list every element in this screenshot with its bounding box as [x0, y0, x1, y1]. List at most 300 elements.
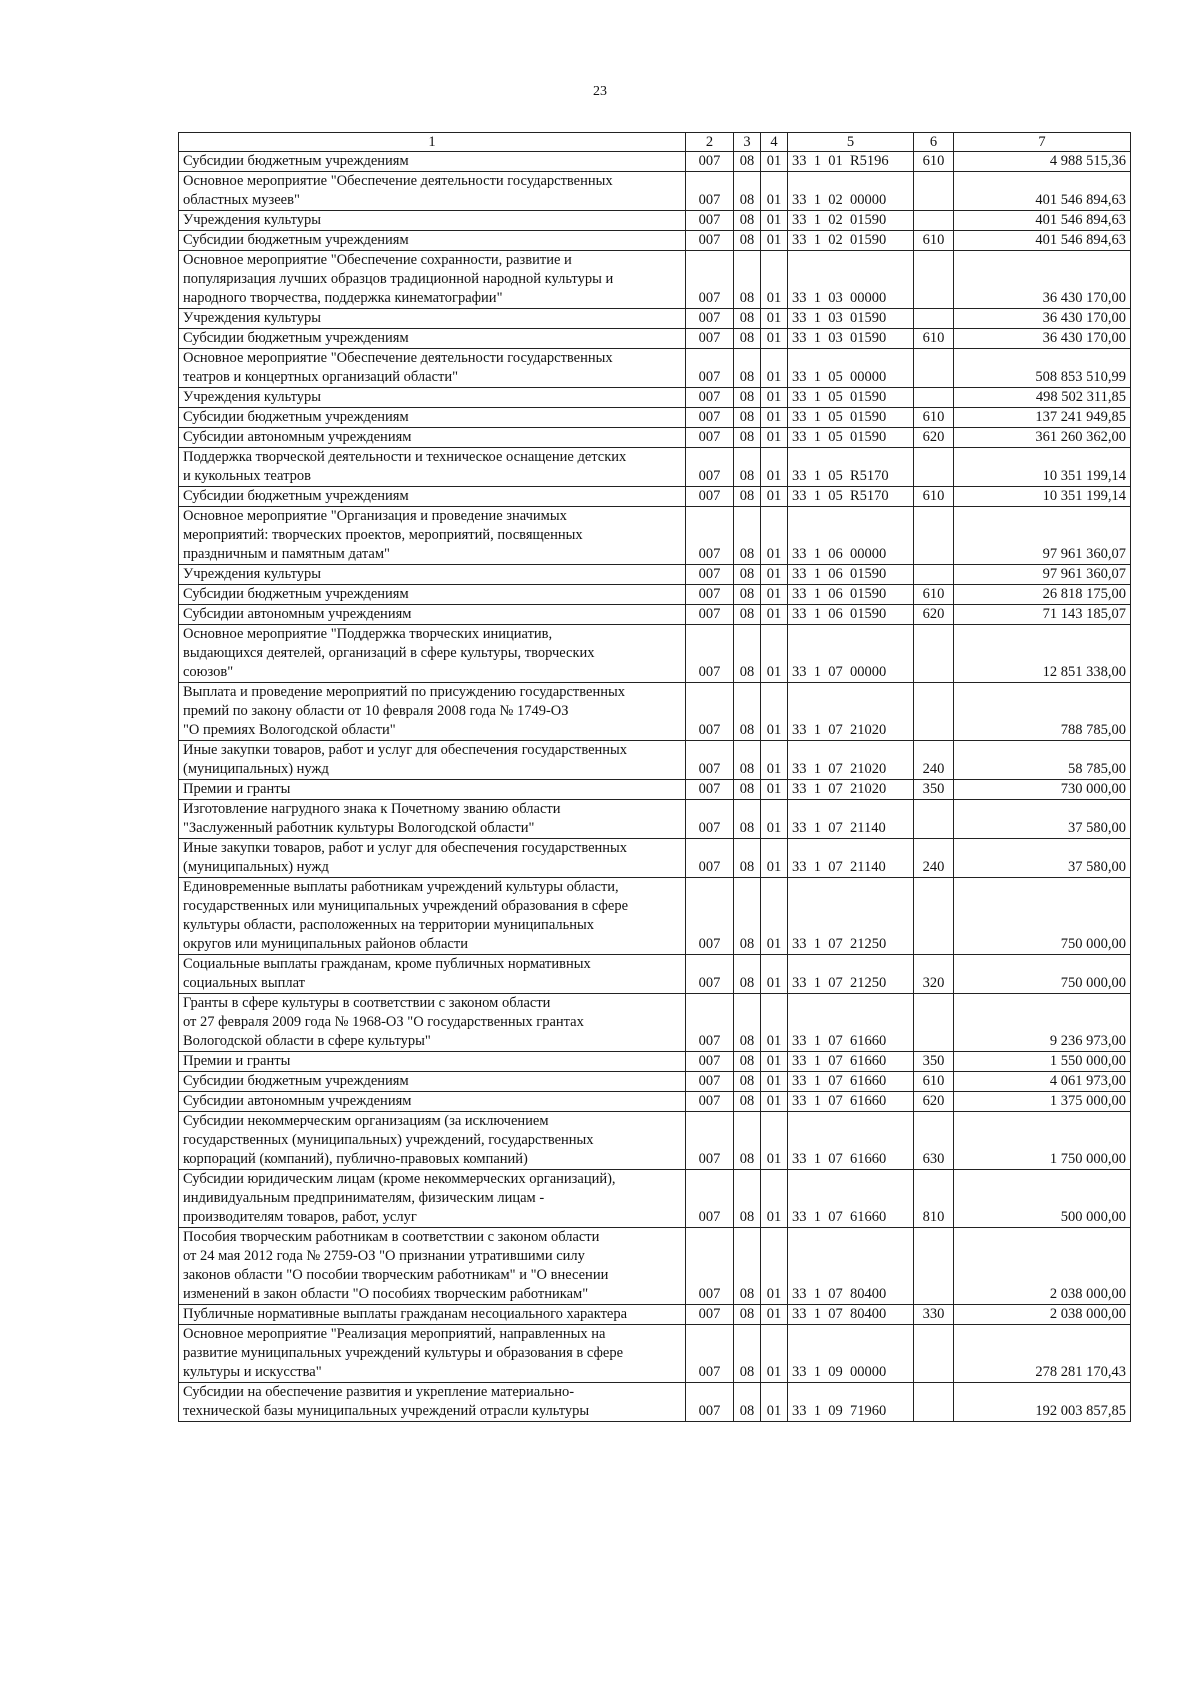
row-csr: 33 1 07 21140 — [788, 800, 914, 839]
row-pr: 01 — [761, 800, 788, 839]
row-name-line: развитие муниципальных учреждений культуры и образования в сфере — [183, 1345, 624, 1361]
table-row — [179, 448, 1131, 487]
row-gr: 007 — [686, 565, 734, 585]
row-name-line: (муниципальных) нужд — [183, 761, 329, 777]
row-pr: 01 — [761, 231, 788, 251]
row-name-line: Субсидии на обеспечение развития и укрепление материально- — [183, 1384, 575, 1400]
row-name-line: "О премиях Вологодской области" — [183, 722, 396, 738]
row-pr: 01 — [761, 1325, 788, 1383]
table-row — [179, 955, 1131, 994]
row-name — [179, 1228, 686, 1305]
row-name-line: Субсидии бюджетным учреждениям — [183, 586, 409, 602]
row-csr: 33 1 05 01590 — [788, 388, 914, 408]
row-pr: 01 — [761, 585, 788, 605]
row-csr: 33 1 02 00000 — [788, 172, 914, 211]
table-row — [179, 565, 1131, 585]
row-sum: 4 988 515,36 — [954, 152, 1131, 172]
row-name-line: театров и концертных организаций области" — [183, 369, 459, 385]
row-name-line: Субсидии бюджетным учреждениям — [183, 232, 409, 248]
row-name-line: Основное мероприятие "Организация и проведение значимых — [183, 508, 567, 524]
row-name-line: Выплата и проведение мероприятий по присуждению государственных — [183, 684, 625, 700]
row-csr: 33 1 05 01590 — [788, 408, 914, 428]
row-sum: 137 241 949,85 — [954, 408, 1131, 428]
row-vr: 610 — [914, 408, 954, 428]
row-sum: 97 961 360,07 — [954, 565, 1131, 585]
row-gr: 007 — [686, 448, 734, 487]
row-pr: 01 — [761, 329, 788, 349]
row-name — [179, 955, 686, 994]
header-col-2: 2 — [686, 133, 734, 152]
row-vr — [914, 172, 954, 211]
row-name-line: (муниципальных) нужд — [183, 859, 329, 875]
row-name — [179, 1092, 686, 1112]
table-row — [179, 507, 1131, 565]
row-sum: 26 818 175,00 — [954, 585, 1131, 605]
header-col-4: 4 — [761, 133, 788, 152]
row-gr: 007 — [686, 1228, 734, 1305]
row-rz: 08 — [734, 1383, 761, 1422]
table-row — [179, 683, 1131, 741]
table-row — [179, 487, 1131, 507]
row-vr: 240 — [914, 839, 954, 878]
row-pr: 01 — [761, 1072, 788, 1092]
row-name-line: выдающихся деятелей, организаций в сфере культуры, творческих — [183, 645, 595, 661]
row-gr: 007 — [686, 1072, 734, 1092]
row-name-line: Учреждения культуры — [183, 566, 322, 582]
row-pr: 01 — [761, 152, 788, 172]
row-name-line: Субсидии бюджетным учреждениям — [183, 409, 409, 425]
row-vr — [914, 683, 954, 741]
row-vr — [914, 388, 954, 408]
row-csr: 33 1 06 01590 — [788, 565, 914, 585]
row-sum: 37 580,00 — [954, 800, 1131, 839]
row-pr: 01 — [761, 1092, 788, 1112]
row-name-line: государственных (муниципальных) учреждений, государственных — [183, 1132, 594, 1148]
row-pr: 01 — [761, 507, 788, 565]
row-gr: 007 — [686, 487, 734, 507]
row-name — [179, 349, 686, 388]
row-vr: 330 — [914, 1305, 954, 1325]
row-name — [179, 408, 686, 428]
row-vr: 350 — [914, 780, 954, 800]
row-sum: 500 000,00 — [954, 1170, 1131, 1228]
row-vr: 810 — [914, 1170, 954, 1228]
row-rz: 08 — [734, 428, 761, 448]
header-col-3: 3 — [734, 133, 761, 152]
table-row — [179, 1072, 1131, 1092]
row-vr: 620 — [914, 428, 954, 448]
row-rz: 08 — [734, 231, 761, 251]
row-csr: 33 1 05 00000 — [788, 349, 914, 388]
row-gr: 007 — [686, 172, 734, 211]
row-name — [179, 152, 686, 172]
row-vr: 620 — [914, 605, 954, 625]
row-pr: 01 — [761, 683, 788, 741]
row-name-line: и кукольных театров — [183, 468, 311, 484]
row-csr: 33 1 02 01590 — [788, 211, 914, 231]
header-row — [179, 133, 1131, 152]
row-csr: 33 1 07 61660 — [788, 994, 914, 1052]
row-name-line: мероприятий: творческих проектов, мероприятий, посвященных — [183, 527, 583, 543]
table-row — [179, 1305, 1131, 1325]
row-pr: 01 — [761, 839, 788, 878]
row-rz: 08 — [734, 1112, 761, 1170]
row-sum: 97 961 360,07 — [954, 507, 1131, 565]
row-csr: 33 1 09 71960 — [788, 1383, 914, 1422]
row-pr: 01 — [761, 605, 788, 625]
row-rz: 08 — [734, 1052, 761, 1072]
row-pr: 01 — [761, 428, 788, 448]
row-name-line: социальных выплат — [183, 975, 305, 991]
table-row — [179, 349, 1131, 388]
row-rz: 08 — [734, 683, 761, 741]
row-pr: 01 — [761, 448, 788, 487]
row-sum: 1 375 000,00 — [954, 1092, 1131, 1112]
row-csr: 33 1 07 21250 — [788, 878, 914, 955]
row-name-line: Учреждения культуры — [183, 310, 322, 326]
row-vr — [914, 1325, 954, 1383]
row-sum: 401 546 894,63 — [954, 231, 1131, 251]
row-name-line: популяризация лучших образцов традиционной народной культуры и — [183, 271, 614, 287]
row-vr: 610 — [914, 231, 954, 251]
table-row — [179, 251, 1131, 309]
row-name-line: Субсидии юридическим лицам (кроме некоммерческих организаций), — [183, 1171, 616, 1187]
row-gr: 007 — [686, 408, 734, 428]
row-rz: 08 — [734, 1228, 761, 1305]
row-sum: 730 000,00 — [954, 780, 1131, 800]
row-name — [179, 1305, 686, 1325]
row-name-line: союзов" — [183, 664, 234, 680]
page-number: 23 — [593, 84, 607, 99]
row-pr: 01 — [761, 172, 788, 211]
row-gr: 007 — [686, 1112, 734, 1170]
row-sum: 71 143 185,07 — [954, 605, 1131, 625]
row-name-line: Изготовление нагрудного знака к Почетному званию области — [183, 801, 561, 817]
row-name-line: народного творчества, поддержка кинематографии" — [183, 290, 503, 306]
row-vr: 620 — [914, 1092, 954, 1112]
row-pr: 01 — [761, 388, 788, 408]
row-sum: 9 236 973,00 — [954, 994, 1131, 1052]
row-gr: 007 — [686, 1305, 734, 1325]
row-pr: 01 — [761, 780, 788, 800]
row-sum: 10 351 199,14 — [954, 448, 1131, 487]
row-sum: 12 851 338,00 — [954, 625, 1131, 683]
row-rz: 08 — [734, 625, 761, 683]
row-gr: 007 — [686, 955, 734, 994]
row-sum: 192 003 857,85 — [954, 1383, 1131, 1422]
row-name — [179, 1112, 686, 1170]
table-row — [179, 1325, 1131, 1383]
table-row — [179, 878, 1131, 955]
row-csr: 33 1 07 21020 — [788, 683, 914, 741]
row-gr: 007 — [686, 309, 734, 329]
table-row — [179, 994, 1131, 1052]
row-name — [179, 487, 686, 507]
row-rz: 08 — [734, 1092, 761, 1112]
row-gr: 007 — [686, 329, 734, 349]
row-name — [179, 625, 686, 683]
row-name — [179, 448, 686, 487]
row-name-line: Учреждения культуры — [183, 389, 322, 405]
table-row — [179, 1228, 1131, 1305]
row-name-line: Субсидии бюджетным учреждениям — [183, 153, 409, 169]
row-vr — [914, 1383, 954, 1422]
table-row — [179, 172, 1131, 211]
row-csr: 33 1 02 01590 — [788, 231, 914, 251]
row-name-line: Премии и гранты — [183, 781, 291, 797]
row-rz: 08 — [734, 349, 761, 388]
row-sum: 1 750 000,00 — [954, 1112, 1131, 1170]
row-sum: 10 351 199,14 — [954, 487, 1131, 507]
row-gr: 007 — [686, 349, 734, 388]
row-csr: 33 1 07 21140 — [788, 839, 914, 878]
row-vr: 610 — [914, 152, 954, 172]
row-name-line: Субсидии автономным учреждениям — [183, 429, 412, 445]
row-gr: 007 — [686, 152, 734, 172]
row-csr: 33 1 07 61660 — [788, 1092, 914, 1112]
row-vr — [914, 994, 954, 1052]
row-sum: 37 580,00 — [954, 839, 1131, 878]
row-name-line: Единовременные выплаты работникам учреждений культуры области, — [183, 879, 619, 895]
row-csr: 33 1 05 R5170 — [788, 487, 914, 507]
row-pr: 01 — [761, 1305, 788, 1325]
row-pr: 01 — [761, 487, 788, 507]
row-name-line: культуры области, расположенных на территории муниципальных — [183, 917, 594, 933]
row-rz: 08 — [734, 800, 761, 839]
row-name-line: культуры и искусства" — [183, 1364, 322, 1380]
table-row — [179, 329, 1131, 349]
row-rz: 08 — [734, 251, 761, 309]
row-name-line: Премии и гранты — [183, 1053, 291, 1069]
row-csr: 33 1 07 61660 — [788, 1170, 914, 1228]
row-name — [179, 231, 686, 251]
header-col-5: 5 — [788, 133, 914, 152]
table-row — [179, 1170, 1131, 1228]
row-csr: 33 1 06 00000 — [788, 507, 914, 565]
row-rz: 08 — [734, 605, 761, 625]
row-rz: 08 — [734, 955, 761, 994]
row-name — [179, 683, 686, 741]
row-rz: 08 — [734, 309, 761, 329]
row-vr — [914, 1228, 954, 1305]
row-csr: 33 1 07 00000 — [788, 625, 914, 683]
table-row — [179, 1112, 1131, 1170]
row-vr: 320 — [914, 955, 954, 994]
row-sum: 750 000,00 — [954, 878, 1131, 955]
row-pr: 01 — [761, 349, 788, 388]
row-csr: 33 1 05 R5170 — [788, 448, 914, 487]
row-csr: 33 1 07 80400 — [788, 1305, 914, 1325]
row-gr: 007 — [686, 741, 734, 780]
row-name-line: Социальные выплаты гражданам, кроме публичных нормативных — [183, 956, 591, 972]
row-pr: 01 — [761, 251, 788, 309]
row-gr: 007 — [686, 1383, 734, 1422]
row-vr — [914, 309, 954, 329]
row-sum: 36 430 170,00 — [954, 251, 1131, 309]
row-gr: 007 — [686, 251, 734, 309]
row-pr: 01 — [761, 1383, 788, 1422]
row-name — [179, 1170, 686, 1228]
row-name — [179, 309, 686, 329]
row-name — [179, 605, 686, 625]
row-name-line: технической базы муниципальных учреждений отрасли культуры — [183, 1403, 590, 1419]
row-csr: 33 1 07 61660 — [788, 1052, 914, 1072]
row-rz: 08 — [734, 878, 761, 955]
row-csr: 33 1 07 61660 — [788, 1072, 914, 1092]
row-name — [179, 994, 686, 1052]
row-pr: 01 — [761, 1112, 788, 1170]
row-name-line: от 24 мая 2012 года № 2759-ОЗ "О признании утратившими силу — [183, 1248, 585, 1264]
row-vr: 610 — [914, 585, 954, 605]
row-name — [179, 1383, 686, 1422]
row-name-line: корпораций (компаний), публично-правовых компаний) — [183, 1151, 528, 1167]
row-rz: 08 — [734, 994, 761, 1052]
row-name — [179, 565, 686, 585]
row-sum: 750 000,00 — [954, 955, 1131, 994]
row-vr: 610 — [914, 329, 954, 349]
row-name — [179, 585, 686, 605]
row-name-line: Субсидии автономным учреждениям — [183, 606, 412, 622]
row-name-line: производителям товаров, работ, услуг — [183, 1209, 417, 1225]
row-name — [179, 878, 686, 955]
row-csr: 33 1 06 01590 — [788, 585, 914, 605]
table-row — [179, 428, 1131, 448]
row-name-line: Вологодской области в сфере культуры" — [183, 1033, 431, 1049]
row-pr: 01 — [761, 309, 788, 329]
row-csr: 33 1 05 01590 — [788, 428, 914, 448]
row-name — [179, 211, 686, 231]
row-vr: 610 — [914, 1072, 954, 1092]
row-vr: 630 — [914, 1112, 954, 1170]
row-name-line: Основное мероприятие "Обеспечение сохранности, развитие и — [183, 252, 572, 268]
row-pr: 01 — [761, 625, 788, 683]
row-rz: 08 — [734, 329, 761, 349]
table-row — [179, 741, 1131, 780]
row-pr: 01 — [761, 211, 788, 231]
row-vr — [914, 878, 954, 955]
row-gr: 007 — [686, 388, 734, 408]
row-name — [179, 741, 686, 780]
table-row — [179, 625, 1131, 683]
row-gr: 007 — [686, 994, 734, 1052]
row-sum: 498 502 311,85 — [954, 388, 1131, 408]
row-sum: 4 061 973,00 — [954, 1072, 1131, 1092]
row-pr: 01 — [761, 878, 788, 955]
row-gr: 007 — [686, 211, 734, 231]
row-name-line: Публичные нормативные выплаты гражданам несоциального характера — [183, 1306, 628, 1322]
row-csr: 33 1 07 61660 — [788, 1112, 914, 1170]
row-gr: 007 — [686, 231, 734, 251]
row-name-line: Поддержка творческой деятельности и техническое оснащение детских — [183, 449, 627, 465]
row-rz: 08 — [734, 565, 761, 585]
row-vr — [914, 507, 954, 565]
row-sum: 788 785,00 — [954, 683, 1131, 741]
row-name-line: Гранты в сфере культуры в соответствии с законом области — [183, 995, 551, 1011]
row-name — [179, 1325, 686, 1383]
row-name-line: государственных или муниципальных учреждений образования в сфере — [183, 898, 629, 914]
row-rz: 08 — [734, 388, 761, 408]
table-row — [179, 1092, 1131, 1112]
row-sum: 278 281 170,43 — [954, 1325, 1131, 1383]
row-rz: 08 — [734, 585, 761, 605]
row-name-line: индивидуальным предпринимателям, физическим лицам - — [183, 1190, 545, 1206]
row-vr — [914, 349, 954, 388]
row-name-line: "Заслуженный работник культуры Вологодской области" — [183, 820, 535, 836]
row-csr: 33 1 07 80400 — [788, 1228, 914, 1305]
table-row — [179, 408, 1131, 428]
row-gr: 007 — [686, 878, 734, 955]
row-csr: 33 1 03 01590 — [788, 309, 914, 329]
row-gr: 007 — [686, 428, 734, 448]
table-row — [179, 231, 1131, 251]
row-name-line: от 27 февраля 2009 года № 1968-ОЗ "О государственных грантах — [183, 1014, 584, 1030]
row-name — [179, 388, 686, 408]
row-sum: 2 038 000,00 — [954, 1305, 1131, 1325]
row-name — [179, 780, 686, 800]
table-row — [179, 1383, 1131, 1422]
row-gr: 007 — [686, 839, 734, 878]
row-rz: 08 — [734, 1325, 761, 1383]
row-name — [179, 172, 686, 211]
row-name-line: Субсидии бюджетным учреждениям — [183, 488, 409, 504]
row-sum: 36 430 170,00 — [954, 309, 1131, 329]
row-sum: 508 853 510,99 — [954, 349, 1131, 388]
row-vr — [914, 251, 954, 309]
row-name-line: Субсидии бюджетным учреждениям — [183, 1073, 409, 1089]
row-sum: 58 785,00 — [954, 741, 1131, 780]
row-vr — [914, 800, 954, 839]
table-row — [179, 605, 1131, 625]
row-name-line: Основное мероприятие "Обеспечение деятельности государственных — [183, 173, 613, 189]
row-name — [179, 1072, 686, 1092]
budget-table — [178, 132, 1131, 1422]
table-body — [179, 152, 1131, 1422]
table-row — [179, 839, 1131, 878]
row-name — [179, 800, 686, 839]
row-vr — [914, 448, 954, 487]
row-vr — [914, 625, 954, 683]
row-csr: 33 1 07 21250 — [788, 955, 914, 994]
row-rz: 08 — [734, 780, 761, 800]
row-pr: 01 — [761, 1228, 788, 1305]
row-name-line: Субсидии автономным учреждениям — [183, 1093, 412, 1109]
row-gr: 007 — [686, 1052, 734, 1072]
row-sum: 361 260 362,00 — [954, 428, 1131, 448]
row-vr: 350 — [914, 1052, 954, 1072]
row-name-line: Иные закупки товаров, работ и услуг для обеспечения государственных — [183, 742, 628, 758]
row-name — [179, 428, 686, 448]
header-col-1: 1 — [179, 133, 686, 152]
row-name — [179, 1052, 686, 1072]
row-name — [179, 251, 686, 309]
row-rz: 08 — [734, 211, 761, 231]
row-vr: 610 — [914, 487, 954, 507]
row-name-line: Иные закупки товаров, работ и услуг для обеспечения государственных — [183, 840, 628, 856]
row-name-line: Субсидии некоммерческим организациям (за исключением — [183, 1113, 549, 1129]
row-gr: 007 — [686, 507, 734, 565]
row-rz: 08 — [734, 1170, 761, 1228]
table-row — [179, 585, 1131, 605]
row-gr: 007 — [686, 1092, 734, 1112]
table-row — [179, 800, 1131, 839]
row-vr: 240 — [914, 741, 954, 780]
row-gr: 007 — [686, 1170, 734, 1228]
row-rz: 08 — [734, 152, 761, 172]
row-pr: 01 — [761, 741, 788, 780]
row-name-line: изменений в закон области "О пособиях творческим работникам" — [183, 1286, 589, 1302]
row-name — [179, 329, 686, 349]
row-pr: 01 — [761, 1170, 788, 1228]
